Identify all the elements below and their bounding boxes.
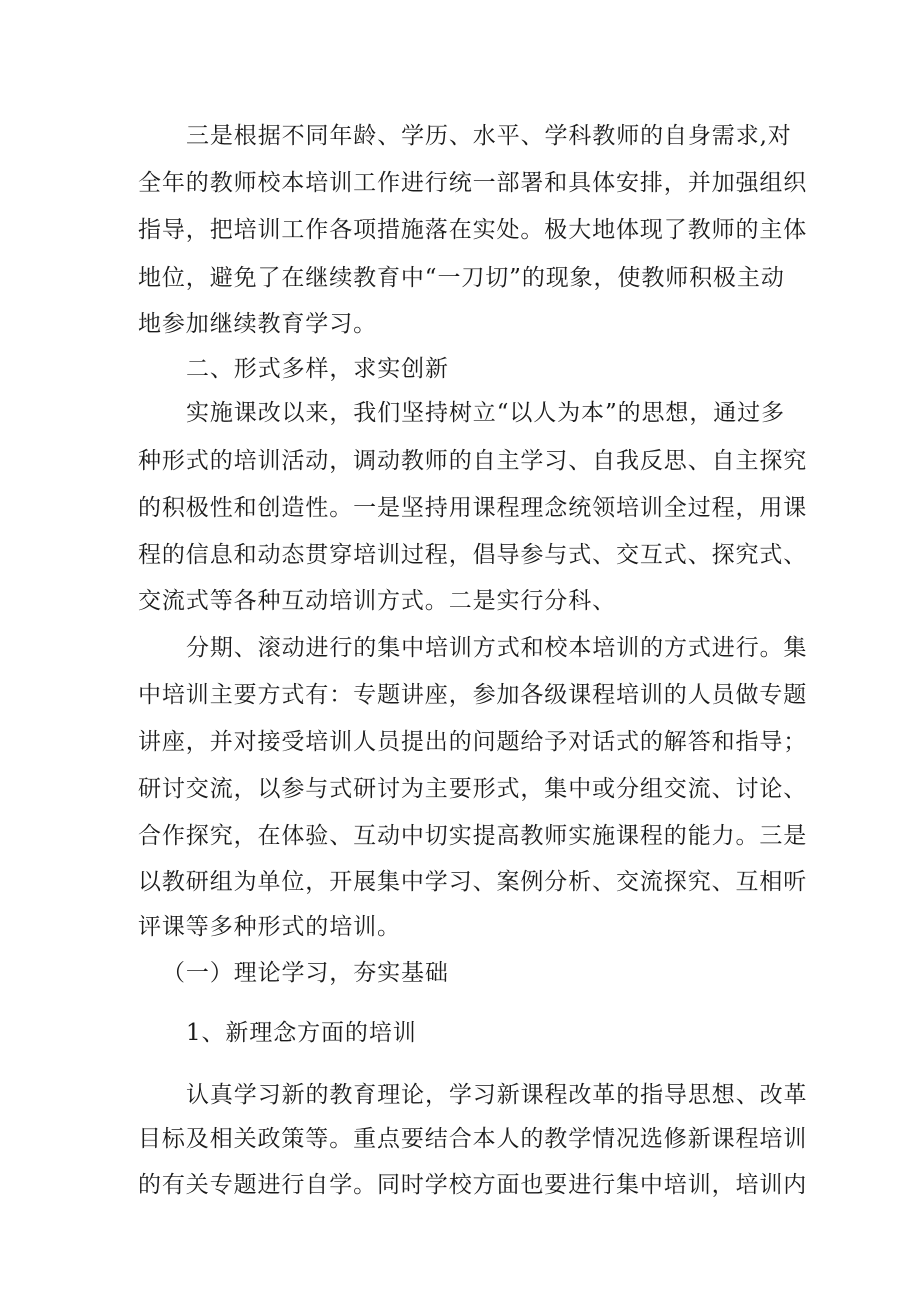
subsection-heading: 1、新理念方面的培训: [186, 1020, 417, 1046]
text-line: 认真学习新的教育理论，学习新课程改革的指导思想、改革: [186, 1082, 808, 1108]
text-line: 合作探究，在体验、互动中切实提高教师实施课程的能力。三是: [138, 823, 808, 849]
text-line: 种形式的培训活动，调动教师的自主学习、自我反思、自主探究: [138, 448, 808, 474]
text-line: 讲座，并对接受培训人员提出的问题给予对话式的解答和指导；: [138, 729, 808, 755]
text-line: 目标及相关政策等。重点要结合本人的教学情况选修新课程培训: [138, 1126, 808, 1152]
text-line: 以教研组为单位，开展集中学习、案例分析、交流探究、互相听: [138, 869, 808, 895]
text-line: 指导，把培训工作各项措施落在实处。极大地体现了教师的主体: [138, 217, 808, 243]
text-line: 交流式等各种互动培训方式。二是实行分科、: [138, 588, 616, 614]
text-line: 程的信息和动态贯穿培训过程，倡导参与式、交互式、探究式、: [138, 542, 808, 568]
subsection-heading: （一）理论学习，夯实基础: [162, 960, 449, 986]
section-heading: 二、形式多样，求实创新: [186, 356, 449, 382]
text-line: 实施课改以来，我们坚持树立“以人为本”的思想，通过多: [186, 400, 785, 426]
text-line: 全年的教师校本培训工作进行统一部署和具体安排，并加强组织: [138, 170, 808, 196]
text-line: 三是根据不同年龄、学历、水平、学科教师的自身需求,对: [186, 123, 792, 149]
text-line: 地参加继续教育学习。: [138, 311, 377, 337]
text-line: 的有关专题进行自学。同时学校方面也要进行集中培训，培训内: [138, 1172, 808, 1198]
text-line: 地位，避免了在继续教育中“一刀切”的现象，使教师积极主动: [138, 265, 785, 291]
text-line: 中培训主要方式有：专题讲座，参加各级课程培训的人员做专题: [138, 682, 808, 708]
text-line: 研讨交流，以参与式研讨为主要形式，集中或分组交流、讨论、: [138, 776, 808, 802]
text-line: 分期、滚动进行的集中培训方式和校本培训的方式进行。集: [186, 635, 808, 661]
text-line: 评课等多种形式的培训。: [138, 914, 401, 940]
text-line: 的积极性和创造性。一是坚持用课程理念统领培训全过程，用课: [138, 495, 808, 521]
